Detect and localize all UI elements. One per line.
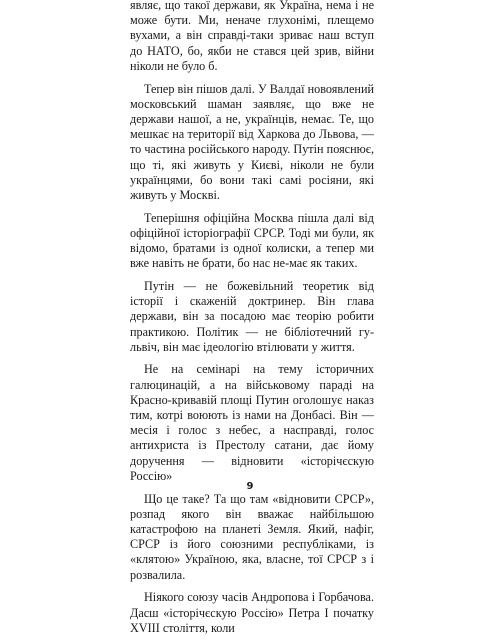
paragraph: Тепер він пішов далі. У Валдаї новоявлений московський шаман заявляє, що вже не держави нашої, а не, українців, немає. Те, що мешкає на території від Харкова до Львова, — то частина російського народу. Путін пояснює, що ті, які живуть у Києві, ніколи не були українцями, бо вони такі самі росіяни, які живуть у Москві. [130,81,374,202]
paragraph: Теперішня офіційна Москва пішла далі від офіційної історіографії СРСР. Тоді ми були, як відомо, братами із одної колиски, а тепер ми вже навіть не брати, бо нас не-має як таких. [130,210,374,271]
paragraph: Путін — не божевільний теоретик від історії і скаженій доктринер. Він глава держави, він за посадою має теорію робити практикою. Політик — не бібліотечний гу-львіч, він має ідеологію втілювати у життя. [130,278,374,354]
paragraph: Що це таке? Та що там «відновити СРСР», розпад якого він вважає найбільшою катастрофою на планеті Земля. Який, нафіг, СРСР із його союзними республіками, із «клятою» Україною, яка, власне, тої СРСР з і розвалила. [130,491,374,582]
page-number: 9 [246,481,254,492]
paragraph: являє, що такої держави, як Україна, нема і не може бути. Ми, неначе глухонімі, плещемо вухами, а він справді-таки зриває наш вступ до НАТО, бо, якби не стався цей зрив, війни ніколи не було б. [130,0,374,73]
paragraph: Ніякого союзу часів Андропова і Горбачова. Дасш «історічєскую Россію» Петра І початку XVIII століття, коли [130,590,374,635]
paragraph: Не на семінарі на тему історичних галюцинацій, а на військовому параді на Красно-кривавій площі Путин оголошує наказ тим, котрі воюють із нами на Донбасі. Він — месія і голос з небес, а насправді, голос антихриста із Престолу сатани, дає йому доручення — відновити «історічєскую Россію» [130,362,374,483]
body-text [130,0,374,643]
